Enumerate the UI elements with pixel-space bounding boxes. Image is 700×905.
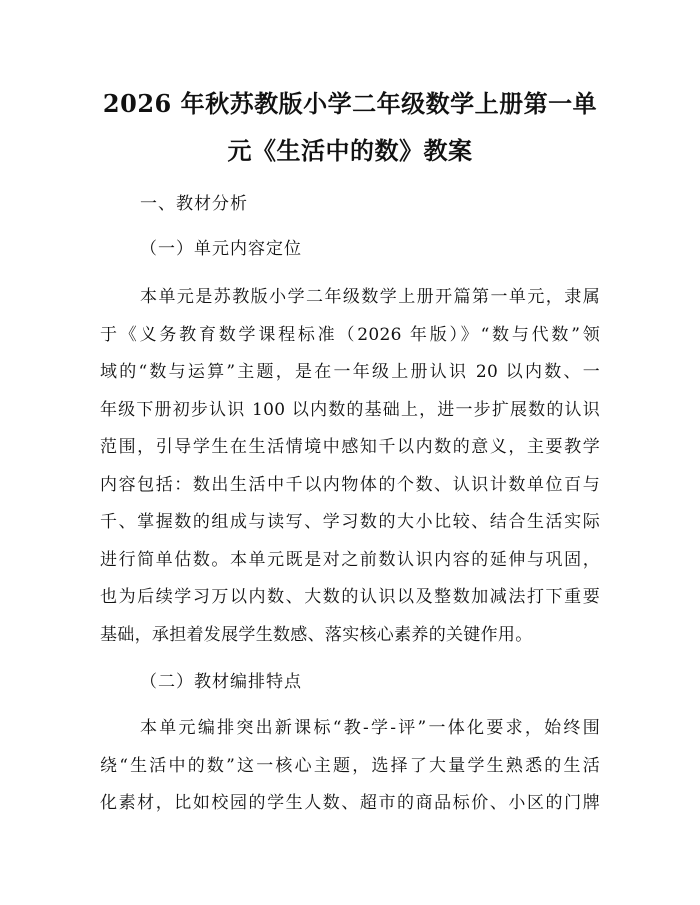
document-title-line-2: 元《生活中的数》教案 xyxy=(227,136,473,165)
paragraph-1-line: 域的“数与运算”主题，是在一年级上册认识 20 以内数、一 xyxy=(100,362,600,382)
subsection-heading-unit-positioning: （一）单元内容定位 xyxy=(140,239,302,259)
paragraph-1-line: 内容包括：数出生活中千以内物体的个数、认识计数单位百与 xyxy=(100,475,600,495)
paragraph-1-line: 于《义务教育数学课程标准（2026 年版）》“数与代数”领 xyxy=(100,325,600,345)
paragraph-1-line: 也为后续学习万以内数、大数的认识以及整数加减法打下重要 xyxy=(100,587,600,607)
paragraph-1-line: 基础，承担着发展学生数感、落实核心素养的关键作用。 xyxy=(100,625,533,645)
paragraph-1-line: 本单元是苏教版小学二年级数学上册开篇第一单元，隶属 xyxy=(140,287,600,307)
section-heading-teaching-material-analysis: 一、教材分析 xyxy=(140,194,248,214)
paragraph-1-line: 年级下册初步认识 100 以内数的基础上，进一步扩展数的认识 xyxy=(100,400,600,420)
document-title-line-1: 2026 年秋苏教版小学二年级数学上册第一单 xyxy=(102,89,598,118)
subsection-heading-arrangement-features: （二）教材编排特点 xyxy=(140,672,302,692)
paragraph-2-line: 本单元编排突出新课标“教-学-评”一体化要求，始终围 xyxy=(140,718,600,738)
paragraph-1-line: 范围，引导学生在生活情境中感知千以内数的意义，主要教学 xyxy=(100,437,600,457)
paragraph-2-line: 化素材，比如校园的学生人数、超市的商品标价、小区的门牌 xyxy=(100,793,600,813)
paragraph-1-line: 进行简单估数。本单元既是对之前数认识内容的延伸与巩固， xyxy=(100,550,600,570)
paragraph-1-line: 千、掌握数的组成与读写、学习数的大小比较、结合生活实际 xyxy=(100,512,600,532)
paragraph-2-line: 绕“生活中的数”这一核心主题，选择了大量学生熟悉的生活 xyxy=(100,756,600,776)
